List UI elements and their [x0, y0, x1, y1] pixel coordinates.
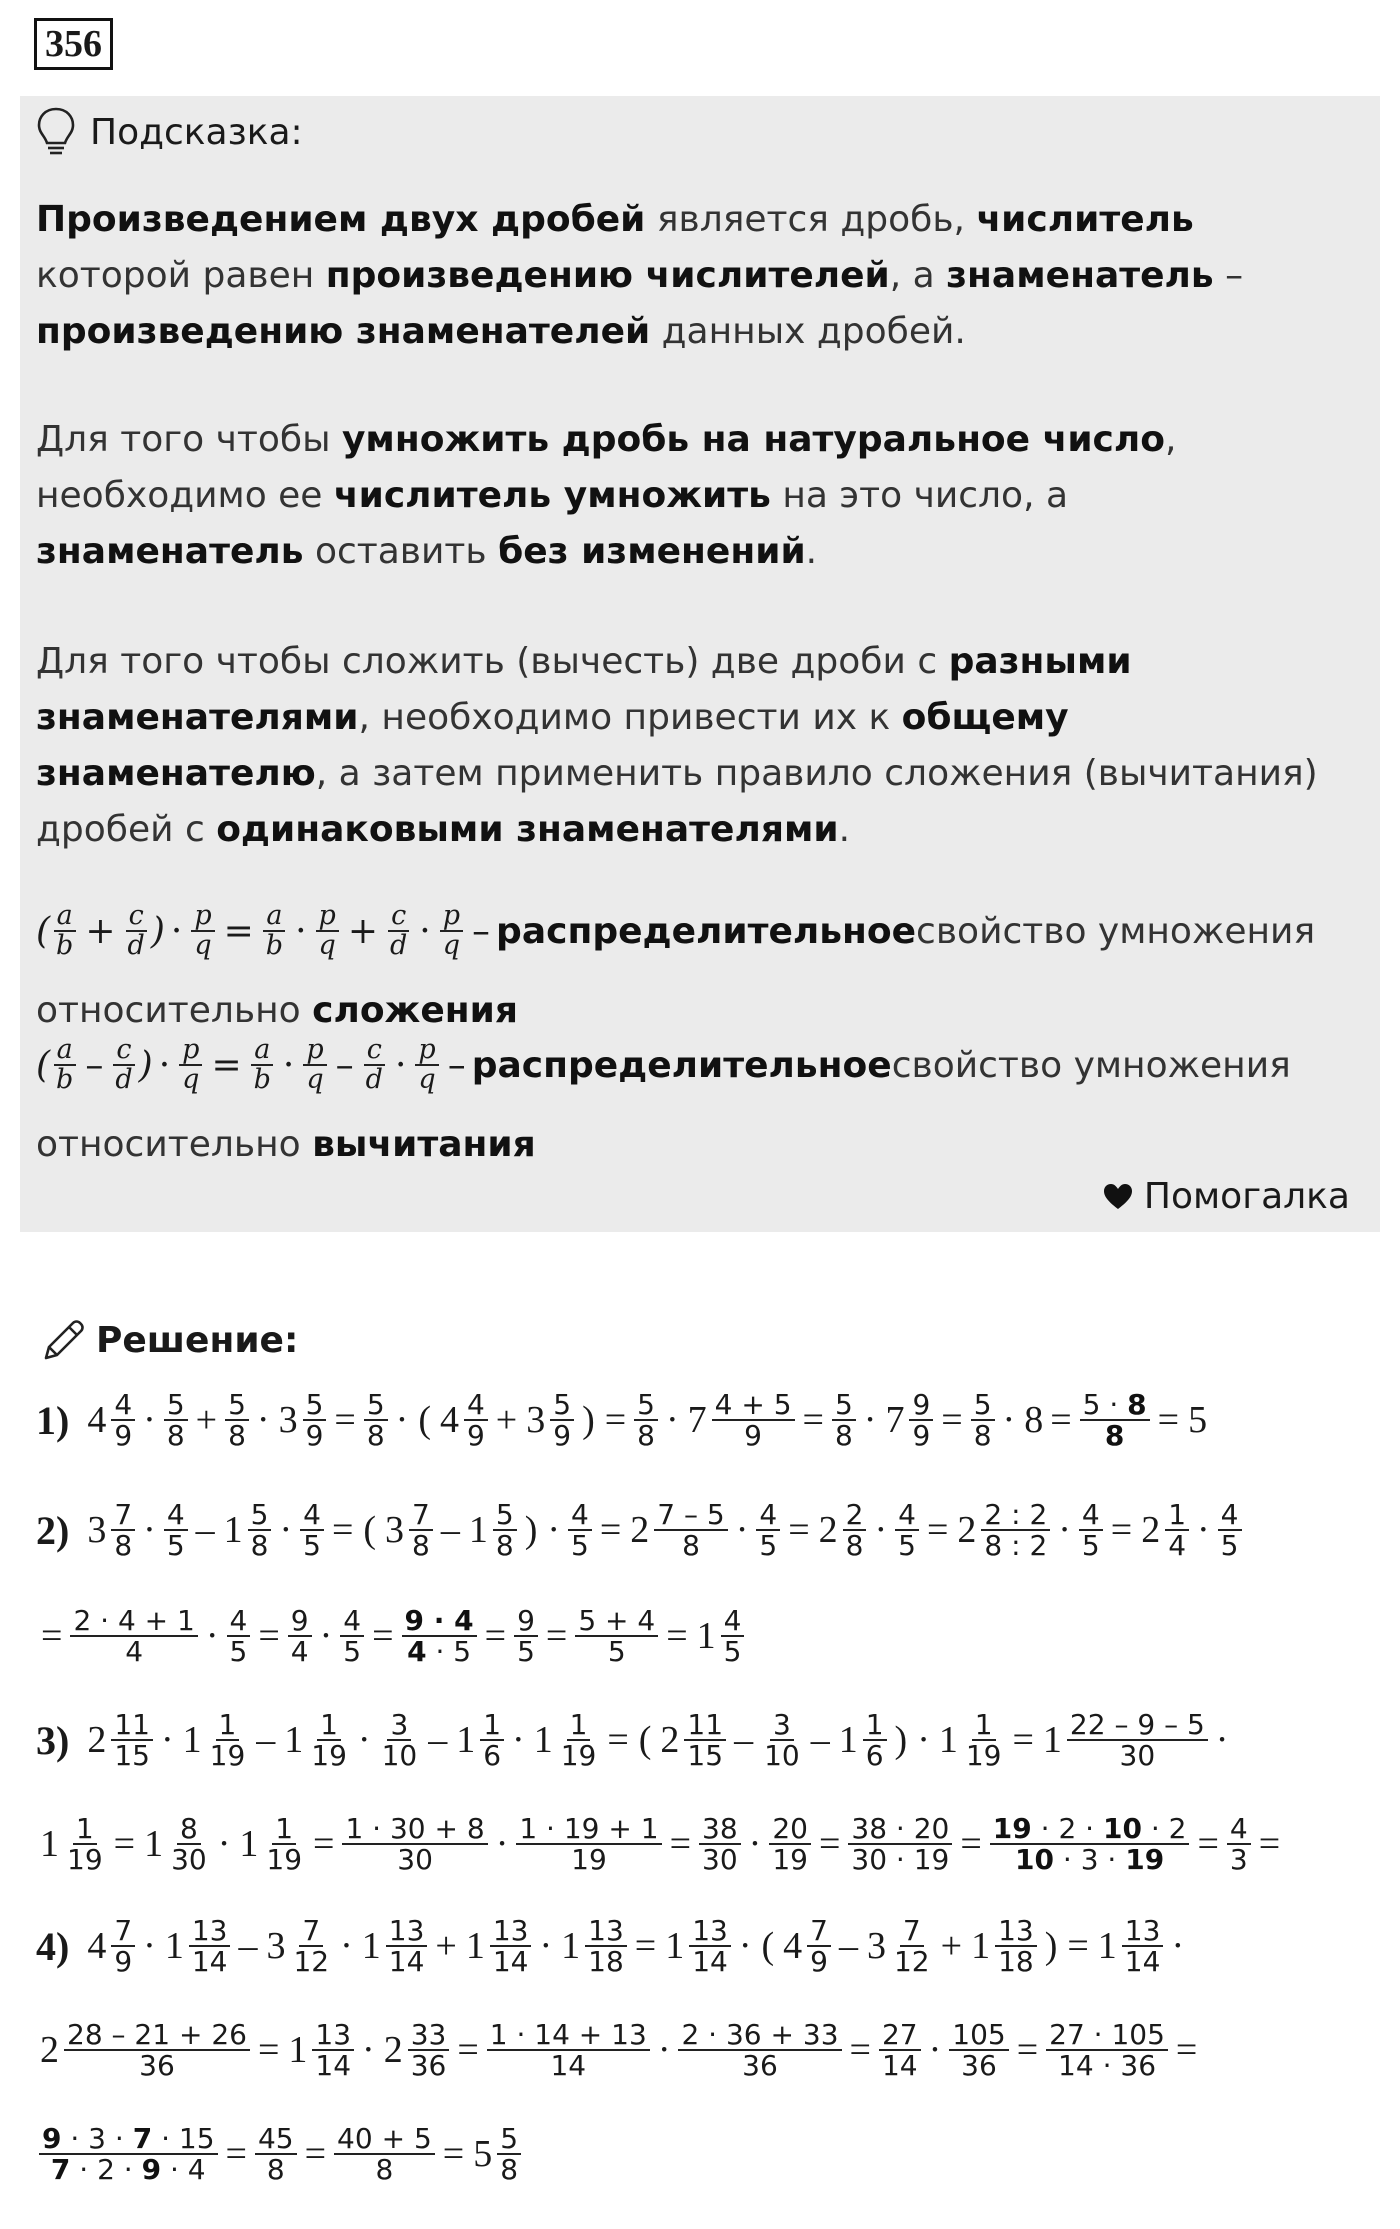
solution-line-2a: 2) 3 $\frac{7}{8}$ · $\frac{4}{5}$ – 1 $\frac{5}{8}$ · $\frac{4}{5}$ = ( 3 $\frac{7}{8}$ – 1 $\frac{5}{8}$ ) · $\frac{4}{5}$ = 2 $\frac{7 - 5}{8}$ · $\frac{4}{5}$ = 2 $\frac{2}{8}$ · $\frac{4}{5}$ = 2 $\frac{2 : 2}{8 : 2}$ · $\frac{4}{5}$ = 2 $\frac{1}{4}$ · $\frac{4}{5}$	[36, 1500, 1380, 1561]
solution-line-3b: 1 $\frac{1}{19}$ = 1 $\frac{8}{30}$ · 1 $\frac{1}{19}$ = $\frac{1 \cdot 30 + 8}{30}$ · $\frac{1 \cdot 19 + 1}{19}$ = $\frac{38}{30}$ · $\frac{20}{19}$ = $\frac{38 \cdot 20}{30 \cdot 19}$ = $\frac{19 \cdot 2 \cdot 10 \cdot 2}{10 \cdot 3 \cdot 19}$ = $\frac{4}{3}$ =	[40, 1812, 1281, 1877]
formula-subtraction: ( $\frac{a}{b}$ – $\frac{c}{d}$ ) · $\frac{p}{q}$ = $\frac{a}{b}$ · $\frac{p}{q}$ – $\frac{c}{d}$ · $\frac{p}{q}$ – распределительное свойство умножения	[36, 1034, 1291, 1096]
solution-line-4c: $\frac{9 \cdot 3 \cdot 7 \cdot 15}{7 \cdot 2 \cdot 9 \cdot 4}$ = $\frac{45}{8}$ = $\frac{40 + 5}{8}$ = 5 $\frac{5}{8}$	[36, 2124, 1380, 2185]
solution-title: Решение:	[96, 1319, 299, 1361]
solution-header	[40, 1310, 298, 1370]
solution-line-1: 1) 4 $\frac{4}{9}$ · $\frac{5}{8}$ + $\frac{5}{8}$ · 3 $\frac{5}{9}$ = $\frac{5}{8}$ · ( 4 $\frac{4}{9}$ + 3 $\frac{5}{9}$ ) = $\frac{5}{8}$ · 7 $\frac{4 + 5}{9}$ = $\frac{5}{8}$ · 7 $\frac{9}{9}$ = $\frac{5}{8}$ · 8 = $\frac{5 \cdot 8}{8}$ = 5	[36, 1388, 1208, 1453]
formula-subtraction-tail: относительно вычитания	[36, 1124, 536, 1165]
hint-paragraph-3: Для того чтобы сложить (вычесть) две дроби с разными знаменателями, необходимо привести их к общему знаменателю, а затем применить правило сложения (вычитания) дробей с одинаковыми знаменателями.	[36, 641, 1318, 850]
hint-paragraph-2: Для того чтобы умножить дробь на натуральное число, необходимо ее числитель умножить на это число, а знаменатель оставить без изменений.	[36, 419, 1177, 572]
solution-line-4b: 2 $\frac{28 - 21 + 26}{36}$ = 1 $\frac{13}{14}$ · 2 $\frac{33}{36}$ = $\frac{1 \cdot 14 + 13}{14}$ · $\frac{2 \cdot 36 + 33}{36}$ = $\frac{27}{14}$ · $\frac{105}{36}$ = $\frac{27 \cdot 105}{14 \cdot 36}$ =	[40, 2018, 1198, 2083]
hint-paragraph-1: Произведением двух дробей является дробь, числитель которой равен произведению числителей, а знаменатель – произведению знаменателей данных дробей.	[36, 199, 1244, 352]
formula-addition: ( $\frac{a}{b}$ + $\frac{c}{d}$ ) · $\frac{p}{q}$ = $\frac{a}{b}$ · $\frac{p}{q}$ + $\frac{c}{d}$ · $\frac{p}{q}$ – распределительное свойство умножения	[36, 900, 1316, 962]
hint-title: Подсказка:	[90, 111, 303, 153]
solution-line-2b: = $\frac{2 \cdot 4 + 1}{4}$ · $\frac{4}{5}$ = $\frac{9}{4}$ · $\frac{4}{5}$ = $\frac{9 \cdot 4}{4 \cdot 5}$ = $\frac{9}{5}$ = $\frac{5 + 4}{5}$ = 1 $\frac{4}{5}$	[36, 1606, 1380, 1667]
brand-name: Помогалка	[1143, 1176, 1350, 1217]
solution-line-4a: 4) 4 $\frac{7}{9}$ · 1 $\frac{13}{14}$ – 3 $\frac{7}{12}$ · 1 $\frac{13}{14}$ + 1 $\frac{13}{14}$ · 1 $\frac{13}{18}$ = 1 $\frac{13}{14}$ · ( 4 $\frac{7}{9}$ – 3 $\frac{7}{12}$ + 1 $\frac{13}{18}$ ) = 1 $\frac{13}{14}$ ·	[36, 1914, 1185, 1979]
pencil-icon	[40, 1316, 88, 1364]
task-number: 356	[34, 18, 113, 70]
solution-line-3a: 3) 2 $\frac{11}{15}$ · 1 $\frac{1}{19}$ – 1 $\frac{1}{19}$ · $\frac{3}{10}$ – 1 $\frac{1}{6}$ · 1 $\frac{1}{19}$ = ( 2 $\frac{11}{15}$ – $\frac{3}{10}$ – 1 $\frac{1}{6}$ ) · 1 $\frac{1}{19}$ = 1 $\frac{22 - 9 - 5}{30}$ ·	[36, 1708, 1229, 1773]
lightbulb-icon	[36, 106, 76, 158]
formula-addition-tail: относительно сложения	[36, 990, 519, 1031]
heart-icon	[1104, 1184, 1132, 1210]
hint-header	[36, 104, 303, 160]
brand	[1104, 1176, 1350, 1217]
